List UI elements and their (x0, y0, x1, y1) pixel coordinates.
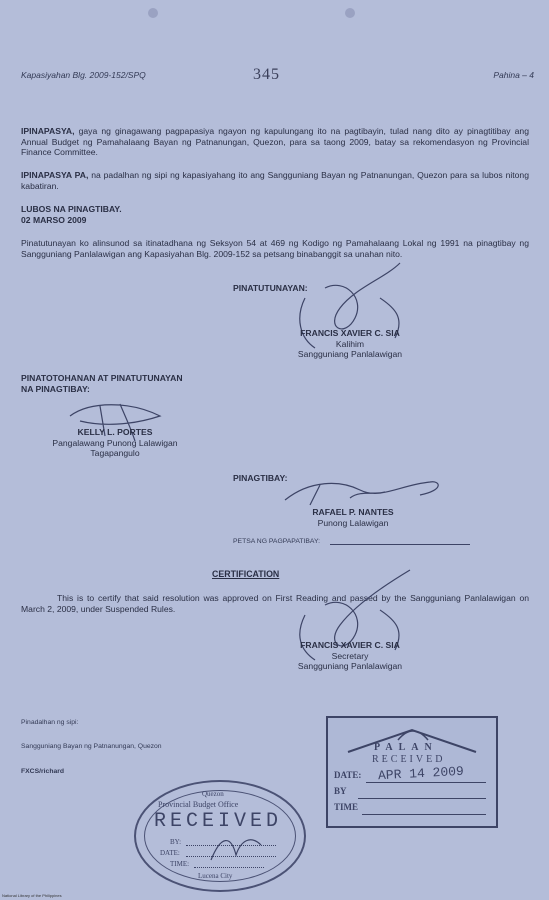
stamp-rect-time-line (362, 814, 486, 815)
certified-name: KELLY L. PORTES (77, 427, 153, 437)
stamp-rect-date-line (366, 782, 486, 783)
certified-label-line1: PINATOTOHANAN AT PINATUTUNAYAN (21, 373, 183, 383)
certification-heading: CERTIFICATION (212, 569, 280, 579)
received-stamp-rect (326, 716, 498, 828)
received-stamp-oval (134, 780, 306, 892)
stamp-rect-by-line (358, 798, 486, 799)
approved-label: PINAGTIBAY: (233, 473, 288, 483)
copy-recipient: Sangguniang Bayan ng Patnanungan, Quezon (21, 743, 162, 750)
stamp-rect-top: PALAN (374, 742, 438, 753)
stamp-oval-date-label: DATE: (160, 849, 180, 857)
punch-hole-right (345, 8, 355, 18)
copy-furnished-label: Pinadalhan ng sipi: (21, 719, 79, 726)
approved-name: RAFAEL P. NANTES (312, 507, 394, 517)
certified-label-line2: NA PINAGTIBAY: (21, 384, 90, 394)
stamp-oval-received: RECEIVED (154, 810, 283, 833)
attest-label: PINATUTUNAYAN: (233, 283, 308, 293)
paragraph-resolved-lead: IPINAPASYA, (21, 126, 75, 136)
footer-credit: National Library of the Philippines (2, 893, 62, 898)
resolution-reference: Kapasiyahan Blg. 2009-152/SPQ (21, 70, 146, 80)
paragraph-resolved-further (21, 170, 529, 191)
page-stamp-number: 345 (253, 66, 280, 83)
stamp-oval-top: Quezon (202, 790, 224, 798)
approved-signatory (268, 507, 438, 528)
certification-signatory (270, 640, 430, 672)
certified-title: Pangalawang Punong Lalawigan (52, 437, 178, 448)
attest-signatory (270, 328, 430, 360)
certification-title: Secretary (331, 650, 369, 661)
stamp-oval-time-label: TIME: (170, 860, 190, 868)
initials: FXCS/richard (21, 768, 65, 775)
approval-date-line (330, 544, 470, 545)
approval-date-label: PETSA NG PAGPAPATIBAY: (233, 538, 321, 545)
stamp-rect-date-value: APR 14 2009 (377, 763, 465, 784)
stamp-rect-by-label: BY (334, 786, 347, 796)
paragraph-resolved-further-lead: IPINAPASYA PA, (21, 170, 89, 180)
stamp-oval-by-label: BY: (170, 838, 182, 846)
page-indicator: Pahina – 4 (493, 70, 534, 80)
certification-office: Sangguniang Panlalawigan (297, 661, 403, 671)
stamp-oval-city: Lucena City (198, 872, 233, 880)
punch-hole-left (148, 8, 158, 18)
stamp-rect-time-label: TIME (334, 802, 359, 812)
stamp-oval-handwriting (206, 830, 266, 870)
certification-text: This is to certify that said resolution was approved on First Reading and passed by the Sangguniang Panlalawigan on March 2, 2009, under Suspended Rules. (21, 593, 529, 614)
approved-date: 02 MARSO 2009 (21, 215, 87, 225)
stamp-rect-received: RECEIVED (372, 754, 446, 765)
certification-name: FRANCIS XAVIER C. SIA (300, 640, 400, 650)
approved-title: Punong Lalawigan (317, 517, 389, 528)
paragraph-attestation: Pinatutunayan ko alinsunod sa itinatadhana ng Seksyon 54 at 469 ng Kodigo ng Pamahalaang Lokal ng 1991 na pinagtibay ng Sangguniang Panlalawigan ang Kapasiyahan Blg. 2009-152 sa petsang binabanggit sa unahan nito. (21, 238, 529, 259)
certified-role: Tagapangulo (90, 448, 140, 458)
attest-office: Sangguniang Panlalawigan (297, 349, 403, 359)
paragraph-resolved-further-text: na padalhan ng sipi ng kapasiyahang ito ang Sangguniang Bayan ng Patnanungan, Quezon para sa lubos nitong kabatiran. (21, 170, 529, 191)
approved-heading: LUBOS NA PINAGTIBAY. (21, 204, 122, 214)
attest-title: Kalihim (335, 338, 365, 349)
paragraph-resolved-text: gaya ng ginagawang pagpapasiya ngayon ng kapulungang ito na pagtibayin, tulad nang dito ay pinagtitibay ang Annual Budget ng Pamahalaang Bayan ng Patnanungan, Quezon, para sa taong 2009, batay sa rekomendasyon ng Provincial Finance Committee. (21, 126, 529, 157)
certified-signatory (30, 427, 200, 459)
attest-name: FRANCIS XAVIER C. SIA (300, 328, 400, 338)
stamp-rect-date-label: DATE: (334, 770, 362, 780)
paragraph-resolved (21, 126, 529, 158)
stamp-oval-office: Provincial Budget Office (158, 800, 239, 809)
